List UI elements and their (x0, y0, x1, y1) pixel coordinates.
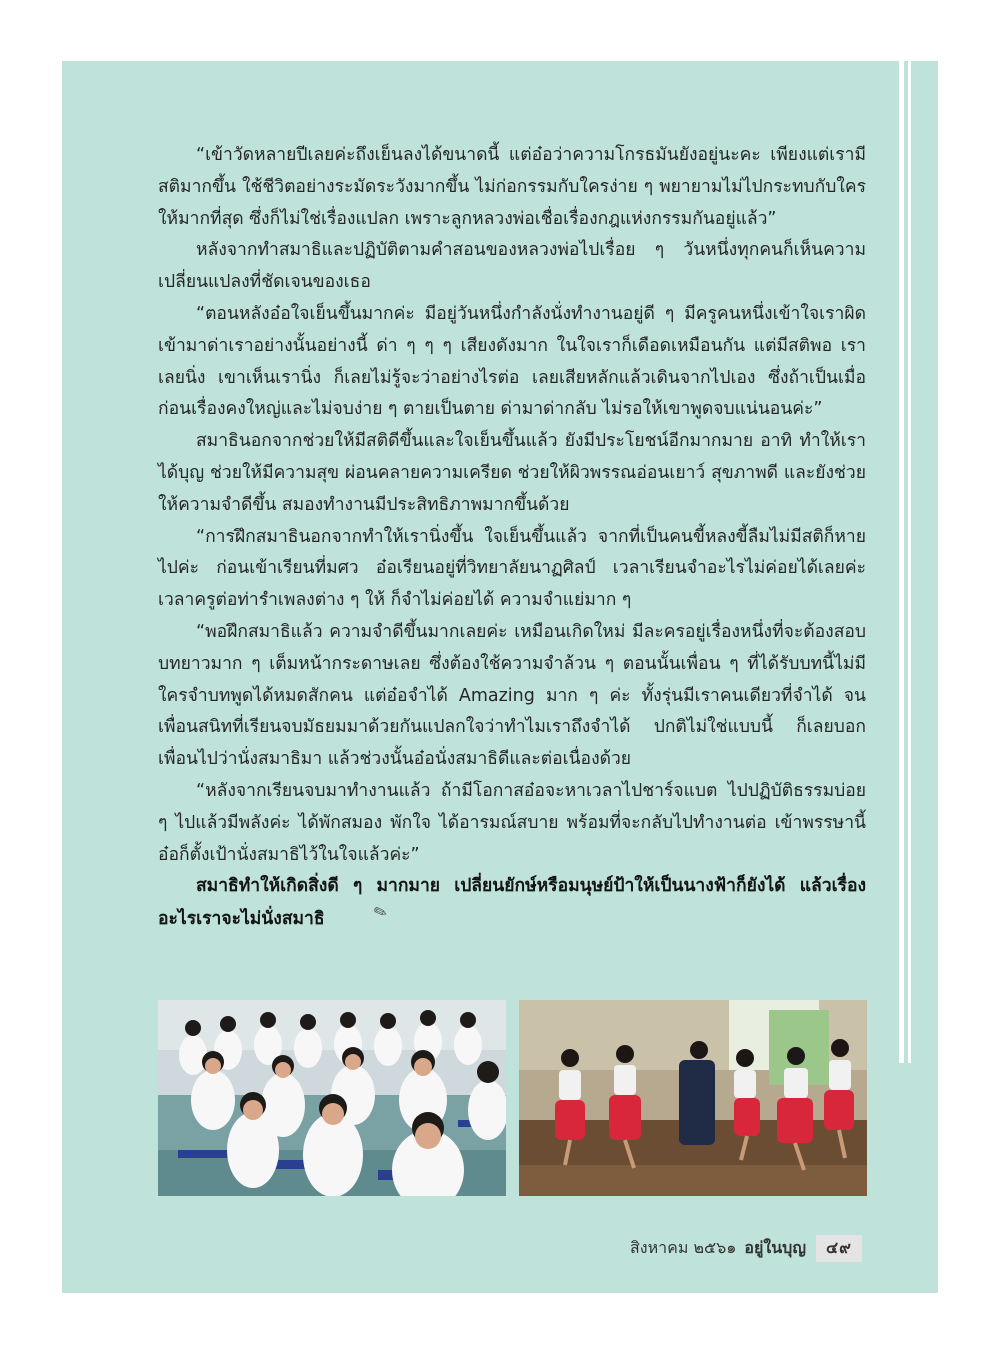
magazine-name: อยู่ในบุญ (744, 1237, 806, 1257)
article-paragraph: หลังจากทำสมาธิและปฏิบัติตามคำสอนของหลวงพ่อไปเรื่อย ๆ วันหนึ่งทุกคนก็เห็นความเปลี่ยนแปลงที่ชัดเจนของเธอ (158, 240, 866, 293)
decorative-stripe (908, 61, 911, 1063)
decorative-stripe (899, 61, 904, 1063)
meditation-group-photo (158, 1000, 506, 1196)
article-paragraph: “หลังจากเรียนจบมาทำงานแล้ว ถ้ามีโอกาสอ๋อจะหาเวลาไปชาร์จแบต ไปปฏิบัติธรรมบ่อย ๆ ไปแล้วมีพลังค่ะ ได้พักสมอง พักใจ ได้อารมณ์สบาย พร้อมที่จะกลับไปทำงานต่อ เข้าพรรษานี้อ๋อก็ตั้งเป้านั่งสมาธิไว้ในใจแล้วค่ะ” (158, 780, 866, 865)
conclusion-text: สมาธิทำให้เกิดสิ่งดี ๆ มากมาย เปลี่ยนยักษ์หรือมนุษย์ป้าให้เป็นนางฟ้าก็ยังได้ แล้วเรื่องอะไรเราจะไม่นั่งสมาธิ (158, 876, 866, 930)
issue-date: สิงหาคม ๒๕๖๑ (630, 1237, 737, 1257)
feather-icon: ✎ (370, 900, 390, 924)
article-paragraph: สมาธินอกจากช่วยให้มีสติดีขึ้นและใจเย็นขึ้นแล้ว ยังมีประโยชน์อีกมากมาย อาทิ ทำให้เราได้บุญ ช่วยให้มีความสุข ผ่อนคลายความเครียด ช่วยให้ผิวพรรณอ่อนเยาว์ สุขภาพดี และยังช่วยให้ความจำดีขึ้น สมองทำงานมีประสิทธิภาพมากขึ้นด้วย (158, 431, 866, 515)
page-number: ๔๙ (816, 1235, 862, 1262)
article-paragraph: “การฝึกสมาธินอกจากทำให้เรานิ่งขึ้น ใจเย็นขึ้นแล้ว จากที่เป็นคนขี้หลงขี้ลืมไม่มีสติก็หายไปค่ะ ก่อนเข้าเรียนที่มศว อ๋อเรียนอยู่ที่วิทยาลัยนาฏศิลป์ เวลาเรียนจำอะไรไม่ค่อยได้เลยค่ะ เวลาครูต่อท่ารำเพลงต่าง ๆ ให้ ก็จำไม่ค่อยได้ ความจำแย่มาก ๆ (158, 526, 866, 611)
article-paragraph: “พอฝึกสมาธิแล้ว ความจำดีขึ้นมากเลยค่ะ เหมือนเกิดใหม่ มีละครอยู่เรื่องหนึ่งที่จะต้องสอบ บทยาวมาก ๆ เต็มหน้ากระดาษเลย ซึ่งต้องใช้ความจำล้วน ๆ ตอนนั้นเพื่อน ๆ ที่ได้รับบทนี้ไม่มีใครจำบทพูดได้หมดสักคน แต่อ๋อจำได้ Amazing มาก ๆ ค่ะ ทั้งรุ่นมีเราคนเดียวที่จำได้ จนเพื่อนสนิทที่เรียนจบมัธยมมาด้วยกันแปลกใจว่าทำไมเราถึงจำได้ ปกติไม่ใช่แบบนี้ ก็เลยบอกเพื่อนไปว่านั่งสมาธิมา แล้วช่วงนั้นอ๋อนั่งสมาธิดีและต่อเนื่องด้วย (158, 621, 866, 770)
article-conclusion (158, 871, 866, 936)
thai-dance-class-photo (519, 1000, 867, 1196)
article-body (158, 140, 866, 936)
article-paragraph: “เข้าวัดหลายปีเลยค่ะถึงเย็นลงได้ขนาดนี้ แต่อ๋อว่าความโกรธมันยังอยู่นะคะ เพียงแต่เรามีสติมากขึ้น ใช้ชีวิตอย่างระมัดระวังมากขึ้น ไม่ก่อกรรมกับใครง่าย ๆ พยายามไม่ไปกระทบกับใครให้มากที่สุด ซึ่งก็ไม่ใช่เรื่องแปลก เพราะลูกหลวงพ่อเชื่อเรื่องกฎแห่งกรรมกันอยู่แล้ว” (158, 145, 866, 229)
page-footer (630, 1236, 862, 1260)
article-paragraph: “ตอนหลังอ๋อใจเย็นขึ้นมากค่ะ มีอยู่วันหนึ่งกำลังนั่งทำงานอยู่ดี ๆ มีครูคนหนึ่งเข้าใจเราผิด เข้ามาด่าเราอย่างนั้นอย่างนี้ ด่า ๆ ๆ ๆ เสียงดังมาก ในใจเราก็เดือดเหมือนกัน แต่มีสติพอ เราเลยนิ่ง เขาเห็นเรานิ่ง ก็เลยไม่รู้จะว่าอย่างไรต่อ เลยเสียหลักแล้วเดินจากไปเอง ซึ่งถ้าเป็นเมื่อก่อนเรื่องคงใหญ่และไม่จบง่าย ๆ ตายเป็นตาย ด่ามาด่ากลับ ไม่รอให้เขาพูดจบแน่นอนค่ะ” (158, 303, 866, 420)
